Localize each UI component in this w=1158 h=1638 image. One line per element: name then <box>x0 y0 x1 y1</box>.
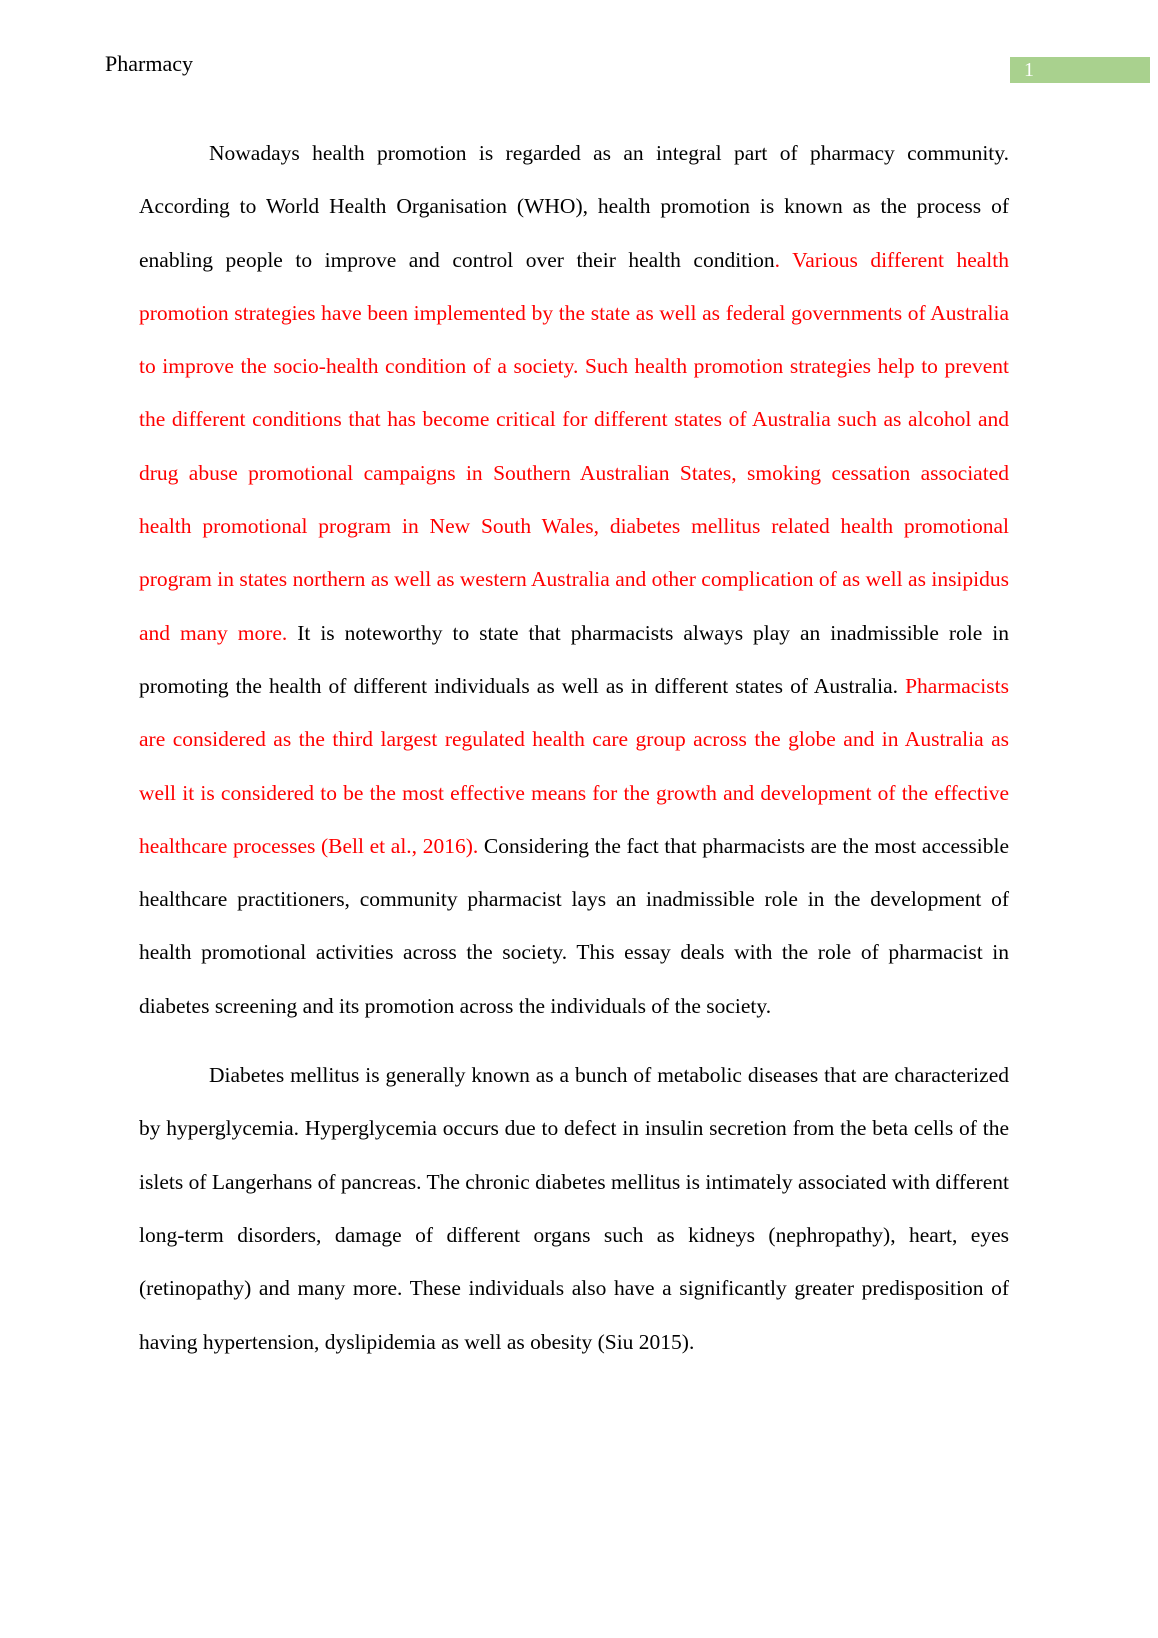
document-body <box>139 127 1009 1369</box>
text-segment: Considering the fact that pharmacists are the most accessible healthcare practitioners, community pharmacist lays an inadmissible role in the development of health promotional activities across the society. This essay deals with the role of pharmacist in diabetes screening and its promotion across the individuals of the society. <box>139 833 1010 1018</box>
paragraph-health-promotion <box>139 127 1009 1033</box>
text-segment: Nowadays health promotion is regarded as an integral part of pharmacy community. According to World Health Organisation (WHO), health promotion is known as the process of enabling people to improve and control over their health condition <box>139 141 1009 272</box>
header-title: Pharmacy <box>105 51 193 76</box>
highlighted-text-segment: Pharmacists are considered as the third largest regulated health care group across the globe and in Australia as well it is considered to be the most effective means for the growth and development of the effective healthcare processes (Bell et al., 2016). <box>139 673 1009 858</box>
highlighted-text-segment: . Various different health promotion strategies have been implemented by the state as well as federal governments of Australia to improve the socio-health condition of a society. Such health promotion strategies help to prevent the different conditions that has become critical for different states of Australia such as alcohol and drug abuse promotional campaigns in Southern Australian States, smoking cessation associated health promotional program in New South Wales, diabetes mellitus related health promotional program in states northern as well as western Australia and other complication of as well as insipidus and many more. <box>139 247 1009 645</box>
paragraph-diabetes-mellitus <box>139 1049 1009 1369</box>
text-segment: Diabetes mellitus is generally known as a bunch of metabolic diseases that are characterized by hyperglycemia. Hyperglycemia occurs due to defect in insulin secretion from the beta cells of the islets of Langerhans of pancreas. The chronic diabetes mellitus is intimately associated with different long-term disorders, damage of different organs such as kidneys (nephropathy), heart, eyes (retinopathy) and many more. These individuals also have a significantly greater predisposition of having hypertension, dyslipidemia as well as obesity (Siu 2015). <box>139 1063 1009 1354</box>
page-number: 1 <box>1024 59 1034 81</box>
page-number-badge <box>1010 57 1150 83</box>
text-segment: It is noteworthy to state that pharmacists always play an inadmissible role in promoting the health of different individuals as well as in different states of Australia. <box>139 620 1009 698</box>
